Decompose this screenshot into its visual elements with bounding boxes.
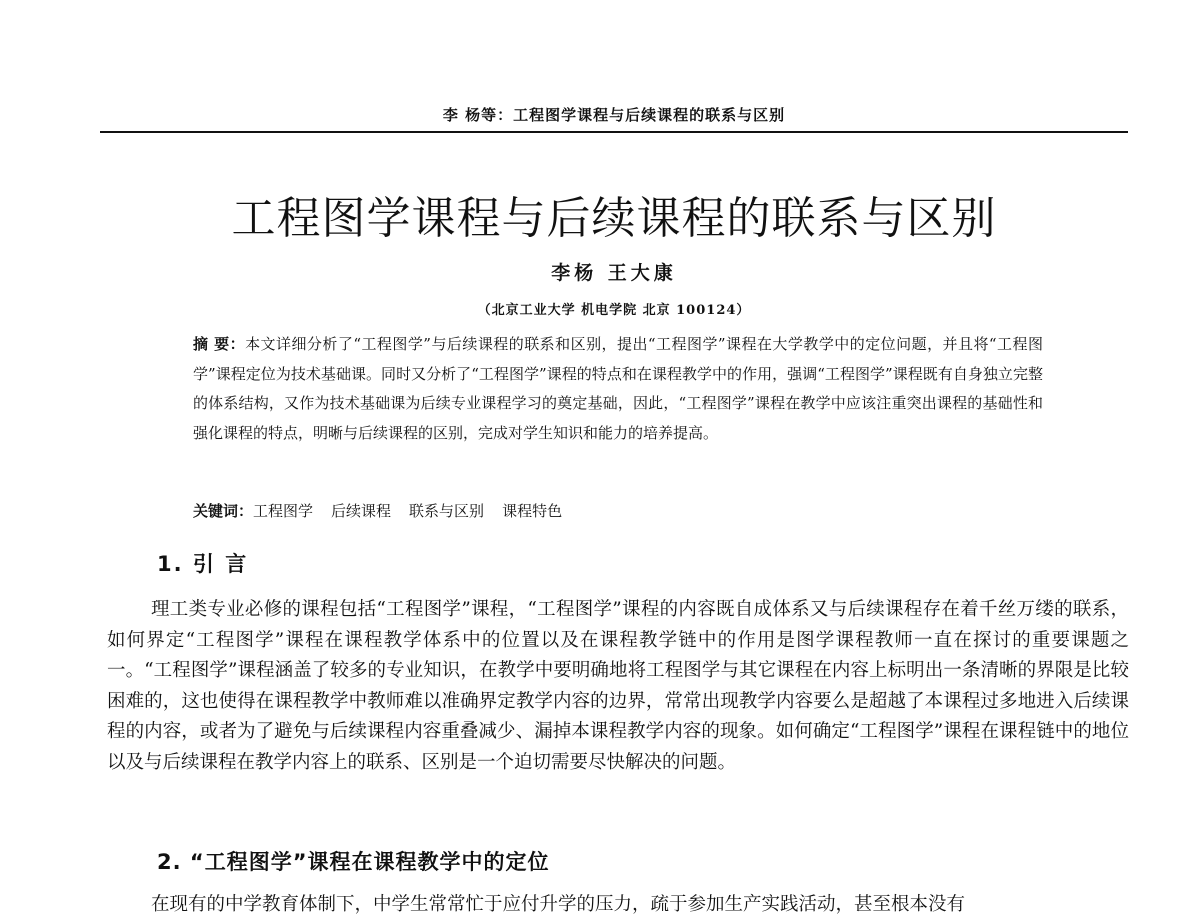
keywords-label: 关键词： xyxy=(193,502,254,520)
keyword: 课程特色 xyxy=(502,502,563,520)
abstract xyxy=(193,330,1043,448)
positioning-paragraph: 在现有的中学教育体制下，中学生常常忙于应付升学的压力，疏于参加生产实践活动，甚至根本没有 xyxy=(151,894,966,915)
section-heading-positioning: 2. “工程图学”课程在课程教学中的定位 xyxy=(157,850,550,874)
affiliation: （北京工业大学 机电学院 北京 100124） xyxy=(477,303,751,318)
header-rule xyxy=(100,131,1128,133)
keyword: 工程图学 xyxy=(253,502,314,520)
keywords xyxy=(193,497,1043,525)
keyword: 后续课程 xyxy=(331,502,392,520)
authors: 李杨 王大康 xyxy=(551,262,677,284)
introduction-paragraph: 理工类专业必修的课程包括“工程图学”课程，“工程图学”课程的内容既自成体系又与后续课程存在着千丝万缕的联系，如何界定“工程图学”课程在课程教学体系中的位置以及在课程教学链中的作用是图学课程教师一直在探讨的重要课题之一。“工程图学”课程涵盖了较多的专业知识，在教学中要明确地将工程图学与其它课程在内容上标明出一条清晰的界限是比较困难的，这也使得在课程教学中教师难以准确界定教学内容的边界，常常出现教学内容要么是超越了本课程过多地进入后续课程的内容，或者为了避免与后续课程内容重叠减少、漏掉本课程教学内容的现象。如何确定“工程图学”课程在课程链中的地位以及与后续课程在教学内容上的联系、区别是一个迫切需要尽快解决的问题。 xyxy=(107,599,1129,773)
paper-title: 工程图学课程与后续课程的联系与区别 xyxy=(231,193,997,244)
abstract-text: 本文详细分析了“工程图学”与后续课程的联系和区别，提出“工程图学”课程在大学教学中的定位问题，并且将“工程图学”课程定位为技术基础课。同时又分析了“工程图学”课程的特点和在课程教学中的作用，强调“工程图学”课程既有自身独立完整的体系结构，又作为技术基础课为后续专业课程学习的奠定基础，因此，“工程图学”课程在教学中应该注重突出课程的基础性和强化课程的特点，明晰与后续课程的区别，完成对学生知识和能力的培养提高。 xyxy=(193,335,1043,442)
keyword: 联系与区别 xyxy=(409,502,485,520)
abstract-label: 摘 要： xyxy=(193,335,246,353)
running-header: 李 杨等：工程图学课程与后续课程的联系与区别 xyxy=(442,106,786,124)
section-heading-introduction: 1. 引 言 xyxy=(157,552,249,576)
